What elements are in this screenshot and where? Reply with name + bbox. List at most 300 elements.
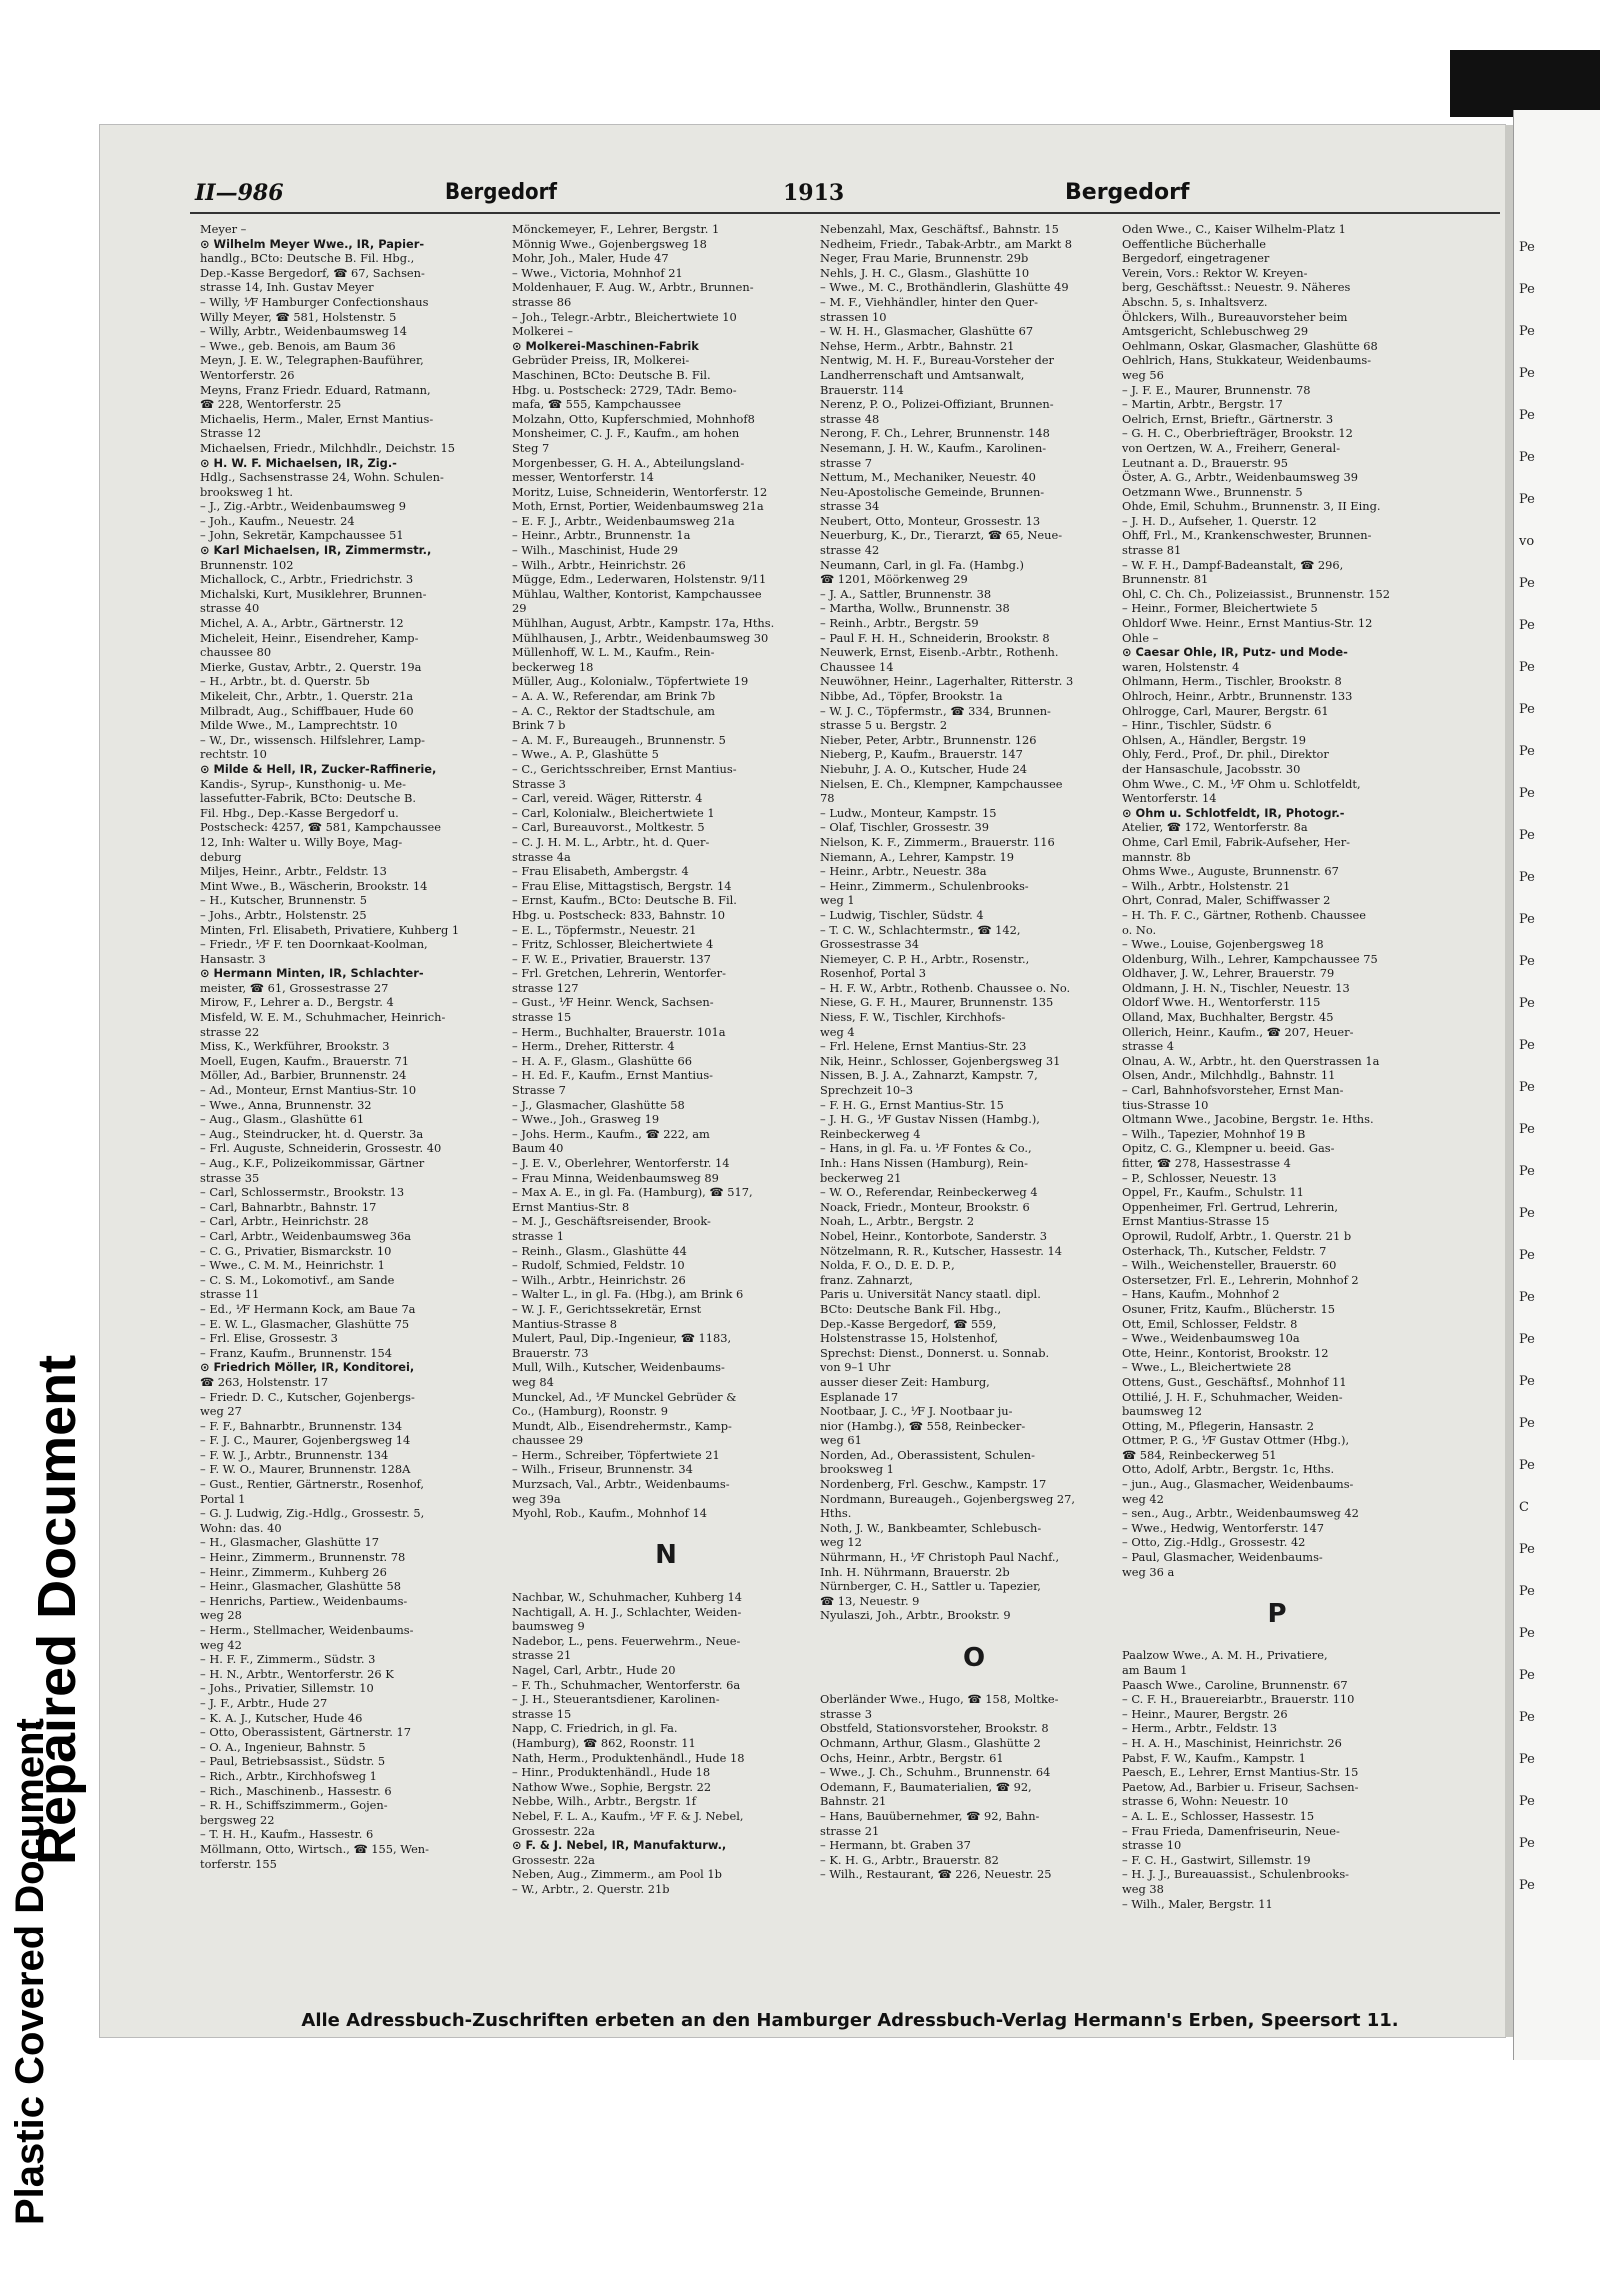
directory-line: weg 61	[820, 1433, 862, 1448]
directory-line: chaussee 80	[200, 645, 272, 660]
directory-line: Neuwöhner, Heinr., Lagerhalter, Ritterstr. 3	[820, 674, 1074, 689]
directory-line: strasse 34	[820, 499, 880, 514]
directory-line: Nehse, Herm., Arbtr., Bahnstr. 21	[820, 338, 1015, 353]
directory-line: – Wwe., Hedwig, Wentorferstr. 147	[1122, 1520, 1325, 1535]
directory-line: – Carl, Bahnhofsvorsteher, Ernst Man-	[1122, 1083, 1344, 1098]
directory-line: Mint Wwe., B., Wäscherin, Brookstr. 14	[200, 878, 428, 893]
directory-line: – Herm., Dreher, Ritterstr. 4	[512, 1039, 675, 1054]
fragment-line: Pe	[1519, 828, 1535, 843]
directory-line: – Herm., Schreiber, Töpfertwiete 21	[512, 1447, 720, 1462]
page-header	[195, 180, 1520, 220]
header-rule	[190, 212, 1500, 214]
directory-line: 12, Inh: Walter u. Willy Boye, Mag-	[200, 834, 403, 849]
directory-line: Rosenhof, Portal 3	[820, 966, 926, 981]
directory-line: – Wilh., Restaurant, ☎ 226, Neuestr. 25	[820, 1867, 1052, 1882]
side-labels	[0, 640, 90, 2280]
directory-line: – John, Sekretär, Kampchaussee 51	[200, 528, 404, 543]
directory-line: – Friedr. D. C., Kutscher, Gojenbergs-	[200, 1389, 415, 1404]
directory-line: – Fritz, Schlosser, Bleichertwiete 4	[512, 937, 714, 952]
directory-line: Noth, J. W., Bankbeamter, Schlebusch-	[820, 1520, 1042, 1535]
fragment-line: Pe	[1519, 1710, 1535, 1725]
directory-line: – Aug., Steindrucker, ht. d. Querstr. 3a	[200, 1126, 424, 1141]
fragment-line: Pe	[1519, 1374, 1535, 1389]
directory-line: – H. Ed. F., Kaufm., Ernst Mantius-	[512, 1068, 714, 1083]
fragment-line: Pe	[1519, 1626, 1535, 1641]
directory-line: – Wilh., Maschinist, Hude 29	[512, 543, 679, 558]
directory-line: Mohr, Joh., Maler, Hude 47	[512, 251, 669, 266]
directory-line: Willy Meyer, ☎ 581, Holstenstr. 5	[200, 309, 397, 324]
directory-line: Nyulaszi, Joh., Arbtr., Brookstr. 9	[820, 1608, 1011, 1623]
directory-line: beckerweg 21	[820, 1170, 902, 1185]
directory-line: – Reinh., Glasm., Glashütte 44	[512, 1243, 687, 1258]
directory-line: Mierke, Gustav, Arbtr., 2. Querstr. 19a	[200, 659, 422, 674]
directory-line: Fil. Hbg., Dep.-Kasse Bergedorf u.	[200, 805, 399, 820]
directory-line: – Reinh., Arbtr., Bergstr. 59	[820, 616, 979, 631]
directory-column-2	[512, 222, 820, 1897]
fragment-line: Pe	[1519, 282, 1535, 297]
directory-line: von 9–1 Uhr	[820, 1360, 891, 1375]
directory-line: – A. L. E., Schlosser, Hassestr. 15	[1122, 1808, 1315, 1823]
directory-line: Oldenburg, Wilh., Lehrer, Kampchaussee 75	[1122, 951, 1378, 966]
directory-line: – Herm., Buchhalter, Brauerstr. 101a	[512, 1024, 726, 1039]
directory-line: – Otto, Oberassistent, Gärtnerstr. 17	[200, 1725, 411, 1740]
directory-line: Oeffentliche Bücherhalle	[1122, 236, 1266, 251]
directory-line: Odemann, F., Baumaterialien, ☎ 92,	[820, 1779, 1032, 1794]
directory-line: Mantius-Strasse 8	[512, 1316, 617, 1331]
directory-line: Molkerei –	[512, 324, 573, 339]
directory-line: – G. H. C., Oberbriefträger, Brookstr. 12	[1122, 426, 1353, 441]
directory-line: Nebel, F. L. A., Kaufm., ⅟F F. & J. Nebel,	[512, 1808, 744, 1823]
directory-line: Neuerburg, K., Dr., Tierarzt, ☎ 65, Neue-	[820, 528, 1063, 543]
directory-line: Inh.: Hans Nissen (Hamburg), Rein-	[820, 1156, 1028, 1170]
directory-line: – Heinr., Former, Bleichertwiete 5	[1122, 601, 1318, 616]
directory-line: Grossestr. 22a	[512, 1823, 595, 1838]
header-place-right: Bergedorf	[1065, 180, 1190, 205]
directory-line: – H., Arbtr., bt. d. Querstr. 5b	[200, 674, 370, 689]
directory-line: Mirow, F., Lehrer a. D., Bergstr. 4	[200, 995, 394, 1010]
directory-line: – Carl, Schlossermstr., Brookstr. 13	[200, 1185, 405, 1200]
fragment-line: Pe	[1519, 954, 1535, 969]
directory-line: – W. J. C., Töpfermstr., ☎ 334, Brunnen-	[820, 703, 1051, 718]
fragment-line: Pe	[1519, 366, 1535, 381]
directory-line: – M. J., Geschäftsreisender, Brook-	[512, 1214, 711, 1229]
directory-line: – J. E. V., Oberlehrer, Wentorferstr. 14	[512, 1156, 730, 1170]
directory-line: Nordenberg, Frl. Geschw., Kampstr. 17	[820, 1477, 1047, 1492]
fragment-line: Pe	[1519, 1332, 1535, 1347]
directory-line: – Aug., K.F., Polizeikommissar, Gärtner	[200, 1156, 425, 1170]
directory-line: – Heinr., Zimmerm., Brunnenstr. 78	[200, 1550, 406, 1565]
directory-line: Niemeyer, C. P. H., Arbtr., Rosenstr.,	[820, 951, 1030, 966]
directory-line: Nerenz, P. O., Polizei-Offiziant, Brunnen-	[820, 397, 1054, 412]
directory-line: Ohldorf Wwe. Heinr., Ernst Mantius-Str. 12	[1122, 616, 1373, 631]
directory-line: Ohly, Ferd., Prof., Dr. phil., Direktor	[1122, 747, 1329, 762]
directory-line: Esplanade 17	[820, 1389, 899, 1404]
directory-line: ⊙ Wilhelm Meyer Wwe., IR, Papier-	[200, 236, 425, 251]
directory-line: Möller, Ad., Barbier, Brunnenstr. 24	[200, 1068, 407, 1083]
directory-line: Neben, Aug., Zimmerm., am Pool 1b	[512, 1867, 722, 1882]
directory-line: Monsheimer, C. J. F., Kaufm., am hohen	[512, 426, 740, 441]
directory-line: – Carl, vereid. Wäger, Ritterstr. 4	[512, 791, 703, 806]
directory-line: – Wilh., Tapezier, Mohnhof 19 B	[1122, 1126, 1306, 1141]
directory-line: – Hermann, bt. Graben 37	[820, 1838, 971, 1853]
directory-line: Otto, Adolf, Arbtr., Bergstr. 1c, Hths.	[1122, 1462, 1335, 1477]
directory-line: Michalski, Kurt, Musiklehrer, Brunnen-	[200, 586, 427, 601]
directory-line: – K. H. G., Arbtr., Brauerstr. 82	[820, 1852, 999, 1867]
directory-line: Noack, Friedr., Monteur, Brookstr. 6	[820, 1199, 1030, 1214]
fragment-line: Pe	[1519, 324, 1535, 339]
directory-line: – E. W. L., Glasmacher, Glashütte 75	[200, 1316, 410, 1331]
page-number: II—986	[195, 180, 284, 206]
directory-line: Mügge, Edm., Lederwaren, Holstenstr. 9/11	[512, 572, 767, 587]
directory-line: – P., Schlosser, Neuestr. 13	[1122, 1170, 1277, 1185]
directory-line: Atelier, ☎ 172, Wentorferstr. 8a	[1122, 820, 1308, 835]
directory-line: Minten, Frl. Elisabeth, Privatiere, Kuhberg 1	[200, 922, 460, 937]
fragment-line: Pe	[1519, 912, 1535, 927]
directory-line: Mundt, Alb., Eisendrehermstr., Kamp-	[512, 1418, 732, 1433]
directory-line: berg, Geschäftsst.: Neuestr. 9. Näheres	[1122, 280, 1351, 295]
directory-line: Grossestr. 22a	[512, 1852, 595, 1867]
directory-line: – Heinr., Arbtr., Brunnenstr. 1a	[512, 528, 691, 543]
directory-line: – Wwe., Louise, Gojenbergsweg 18	[1122, 937, 1324, 952]
directory-line: ⊙ F. & J. Nebel, IR, Manufakturw.,	[512, 1838, 727, 1853]
directory-line: – F. F., Bahnarbtr., Brunnenstr. 134	[200, 1418, 403, 1433]
directory-line: Paetow, Ad., Barbier u. Friseur, Sachsen-	[1122, 1779, 1359, 1794]
directory-line: bergsweg 22	[200, 1812, 275, 1827]
directory-line: Gebrüder Preiss, IR, Molkerei-	[512, 353, 690, 368]
directory-line: strasse 7	[820, 455, 872, 470]
directory-line: weg 84	[512, 1374, 554, 1389]
directory-line: Nerong, F. Ch., Lehrer, Brunnenstr. 148	[820, 426, 1050, 441]
directory-line: Hansastr. 3	[200, 951, 266, 966]
directory-line: – Wilh., Weichensteller, Brauerstr. 60	[1122, 1258, 1337, 1273]
directory-line: Niese, G. F. H., Maurer, Brunnenstr. 135	[820, 995, 1054, 1010]
directory-line: – J. H. D., Aufseher, 1. Querstr. 12	[1122, 513, 1317, 528]
directory-line: – Wwe., Anna, Brunnenstr. 32	[200, 1097, 372, 1112]
directory-line: – Frau Frieda, Damenfriseurin, Neue-	[1122, 1823, 1340, 1838]
directory-line: strasse 21	[512, 1648, 572, 1663]
directory-line	[512, 1575, 820, 1590]
directory-line: Nathow Wwe., Sophie, Bergstr. 22	[512, 1779, 712, 1794]
directory-line: – Joh., Kaufm., Neuestr. 24	[200, 513, 355, 528]
directory-line: Pabst, F. W., Kaufm., Kampstr. 1	[1122, 1750, 1306, 1765]
directory-line: Kandis-, Syrup-, Kunsthonig- u. Me-	[200, 776, 407, 791]
directory-line: Oelrich, Ernst, Brieftr., Gärtnerstr. 3	[1122, 411, 1334, 426]
directory-line: Ernst Mantius-Str. 8	[512, 1199, 630, 1214]
directory-line: – H. F. F., Zimmerm., Südstr. 3	[200, 1652, 376, 1667]
directory-line: Nibbe, Ad., Töpfer, Brookstr. 1a	[820, 689, 1003, 703]
fragment-line: Pe	[1519, 1668, 1535, 1683]
directory-line: Olsen, Andr., Milchhdlg., Bahnstr. 11	[1122, 1068, 1336, 1083]
directory-line: rechtstr. 10	[200, 747, 267, 762]
directory-line: Neumann, Carl, in gl. Fa. (Hambg.)	[820, 557, 1024, 572]
directory-line: Michallock, C., Arbtr., Friedrichstr. 3	[200, 572, 414, 587]
directory-column-4	[1122, 222, 1432, 1911]
directory-line: Ohlmann, Herm., Tischler, Brookstr. 8	[1122, 674, 1342, 689]
directory-line: Nielsen, E. Ch., Klempner, Kampchaussee	[820, 776, 1063, 791]
directory-line: Paalzow Wwe., A. M. H., Privatiere,	[1122, 1648, 1328, 1663]
directory-line: Nagel, Carl, Arbtr., Hude 20	[512, 1663, 676, 1677]
directory-line: Nebbe, Wilh., Arbtr., Bergstr. 1f	[512, 1794, 697, 1809]
directory-line: – Henrichs, Partiew., Weidenbaums-	[200, 1593, 408, 1608]
directory-line: – Heinr., Zimmerm., Schulenbrooks-	[820, 878, 1029, 893]
directory-line: – T. C. W., Schlachtermstr., ☎ 142,	[820, 922, 1021, 937]
directory-line: – Rich., Arbtr., Kirchhofsweg 1	[200, 1768, 377, 1783]
directory-line: – H. N., Arbtr., Wentorferstr. 26 K	[200, 1666, 394, 1681]
directory-line: – Carl, Arbtr., Heinrichstr. 28	[200, 1214, 369, 1229]
directory-line: – Wilh., Arbtr., Heinrichstr. 26	[512, 557, 686, 572]
fragment-line: Pe	[1519, 408, 1535, 423]
fragment-line: Pe	[1519, 1248, 1535, 1263]
directory-line: o. No.	[1122, 922, 1157, 937]
directory-line: am Baum 1	[1122, 1663, 1188, 1677]
directory-line: Moritz, Luise, Schneiderin, Wentorferstr. 12	[512, 484, 768, 499]
directory-line: torferstr. 155	[200, 1856, 277, 1871]
directory-line: Ohrt, Conrad, Maler, Schiffwasser 2	[1122, 893, 1331, 908]
directory-line: Napp, C. Friedrich, in gl. Fa.	[512, 1721, 678, 1736]
directory-line: Ohme, Carl Emil, Fabrik-Aufseher, Her-	[1122, 834, 1351, 849]
directory-line: Mühlhausen, J., Arbtr., Weidenbaumsweg 30	[512, 630, 769, 645]
directory-line: Mönckemeyer, F., Lehrer, Bergstr. 1	[512, 222, 720, 236]
directory-line: 78	[820, 791, 835, 806]
directory-line: franz. Zahnarzt,	[820, 1272, 913, 1287]
directory-line: Milde Wwe., M., Lamprechtstr. 10	[200, 718, 398, 733]
directory-line: Molzahn, Otto, Kupferschmied, Mohnhof8	[512, 411, 755, 426]
directory-line: Ohm Wwe., C. M., ⅟F Ohm u. Schlotfeldt,	[1122, 776, 1361, 791]
directory-line: – J. F., Arbtr., Hude 27	[200, 1695, 328, 1710]
directory-line: weg 42	[200, 1637, 242, 1652]
directory-line: – H. A. F., Glasm., Glashütte 66	[512, 1053, 693, 1068]
directory-line: Chaussee 14	[820, 659, 894, 674]
directory-line: – Johs. Herm., Kaufm., ☎ 222, am	[512, 1126, 710, 1141]
directory-line: – Walter L., in gl. Fa. (Hbg.), am Brink 6	[512, 1287, 744, 1302]
directory-line: Noah, L., Arbtr., Bergstr. 2	[820, 1214, 975, 1229]
fragment-line: Pe	[1519, 1542, 1535, 1557]
directory-line: strasse 3	[820, 1706, 872, 1721]
directory-line: Nettum, M., Mechaniker, Neuestr. 40	[820, 470, 1036, 485]
directory-line: nior (Hambg.), ☎ 558, Reinbecker-	[820, 1418, 1026, 1433]
directory-line	[1122, 1579, 1432, 1594]
directory-line: – M. F., Viehhändler, hinter den Quer-	[820, 294, 1038, 309]
directory-line: – Willy, ⅟F Hamburger Confectionshaus	[200, 294, 429, 309]
fragment-line: Pe	[1519, 1584, 1535, 1599]
directory-line: – W. F. H., Dampf-Badeanstalt, ☎ 296,	[1122, 557, 1344, 572]
directory-line: Brauerstr. 114	[820, 382, 904, 397]
directory-line: Ohl, C. Ch. Ch., Polizeiassist., Brunnenstr. 152	[1122, 586, 1390, 601]
directory-line: von Oertzen, W. A., Freiherr, General-	[1122, 440, 1341, 455]
directory-line: Moldenhauer, F. Aug. W., Arbtr., Brunnen-	[512, 280, 754, 295]
directory-line	[512, 1521, 820, 1536]
directory-line	[1122, 1634, 1432, 1649]
directory-line: Brink 7 b	[512, 718, 566, 733]
directory-line: strasse 22	[200, 1024, 260, 1039]
directory-line: – W. O., Referendar, Reinbeckerweg 4	[820, 1185, 1038, 1200]
directory-line: strasse 42	[820, 543, 880, 558]
directory-line: – E. L., Töpfermstr., Neuestr. 21	[512, 922, 697, 937]
directory-line: – F. W. E., Privatier, Brauerstr. 137	[512, 951, 711, 966]
directory-line: – K. A. J., Kutscher, Hude 46	[200, 1710, 363, 1725]
directory-line: Niemann, A., Lehrer, Kampstr. 19	[820, 849, 1014, 864]
directory-line: Nebenzahl, Max, Geschäftsf., Bahnstr. 15	[820, 222, 1059, 236]
directory-line: Mühlhan, August, Arbtr., Kampstr. 17a, Hths.	[512, 616, 775, 631]
directory-line: Oldorf Wwe. H., Wentorferstr. 115	[1122, 995, 1321, 1010]
directory-line: – Heinr., Glasmacher, Glashütte 58	[200, 1579, 401, 1594]
fragment-line: Pe	[1519, 870, 1535, 885]
directory-line: – Otto, Zig.-Hdlg., Grossestr. 42	[1122, 1535, 1306, 1550]
directory-line: ⊙ Hermann Minten, IR, Schlachter-	[200, 966, 424, 981]
header-place-left: Bergedorf	[445, 180, 558, 205]
directory-line: Möllmann, Otto, Wirtsch., ☎ 155, Wen-	[200, 1841, 429, 1856]
directory-line: Ohlrogge, Carl, Maurer, Bergstr. 61	[1122, 703, 1329, 718]
directory-line: Ostersetzer, Frl. E., Lehrerin, Mohnhof 2	[1122, 1272, 1359, 1287]
directory-line: Meyns, Franz Friedr. Eduard, Ratmann,	[200, 382, 431, 397]
directory-line: Niebuhr, J. A. O., Kutscher, Hude 24	[820, 761, 1027, 776]
repaired-document-label: Repaired Document	[27, 1354, 87, 1865]
directory-line: strasse 48	[820, 411, 880, 426]
fragment-line: Pe	[1519, 1038, 1535, 1053]
directory-line: – J. H. G., ⅟F Gustav Nissen (Hambg.),	[820, 1112, 1040, 1127]
directory-line: Nentwig, M. H. F., Bureau-Vorsteher der	[820, 353, 1054, 368]
directory-line: weg 38	[1122, 1881, 1164, 1896]
directory-line: strasse 86	[512, 294, 572, 309]
directory-line: der Hansaschule, Jacobsstr. 30	[1122, 761, 1301, 776]
fragment-line: Pe	[1519, 1752, 1535, 1767]
directory-line: fitter, ☎ 278, Hassestrasse 4	[1122, 1156, 1291, 1170]
directory-line: Co., (Hamburg), Roonstr. 9	[512, 1404, 668, 1419]
directory-line: weg 27	[200, 1404, 242, 1419]
directory-line: Postscheck: 4257, ☎ 581, Kampchaussee	[200, 820, 441, 835]
directory-line: Hths.	[820, 1506, 852, 1521]
directory-line: Ott, Emil, Schlosser, Feldstr. 8	[1122, 1316, 1298, 1331]
directory-line: – F. C. H., Gastwirt, Sillemstr. 19	[1122, 1852, 1311, 1867]
fragment-line: Pe	[1519, 1164, 1535, 1179]
directory-line: – G. J. Ludwig, Zig.-Hdlg., Grossestr. 5,	[200, 1506, 425, 1521]
directory-line: 29	[512, 601, 527, 616]
directory-line: – W., Arbtr., 2. Querstr. 21b	[512, 1881, 670, 1896]
directory-line: Ottmer, P. G., ⅟F Gustav Ottmer (Hbg.),	[1122, 1433, 1350, 1448]
fragment-line: Pe	[1519, 786, 1535, 801]
directory-line: strasse 81	[1122, 543, 1182, 558]
directory-line: Moell, Eugen, Kaufm., Brauerstr. 71	[200, 1053, 410, 1068]
directory-line: mannstr. 8b	[1122, 849, 1191, 864]
directory-line: – Heinr., Zimmerm., Kuhberg 26	[200, 1564, 387, 1579]
directory-line: Nordmann, Bureaugeh., Gojenbergsweg 27,	[820, 1491, 1076, 1506]
directory-line: – Wwe., M. C., Brothändlerin, Glashütte 49	[820, 280, 1069, 295]
directory-line: Osuner, Fritz, Kaufm., Blücherstr. 15	[1122, 1301, 1335, 1316]
directory-line: – Wilh., Maler, Bergstr. 11	[1122, 1896, 1273, 1911]
directory-line: strasse 14, Inh. Gustav Meyer	[200, 280, 374, 295]
directory-line: Oppenheimer, Frl. Gertrud, Lehrerin,	[1122, 1199, 1338, 1214]
directory-line: Michaelis, Herm., Maler, Ernst Mantius-	[200, 411, 434, 426]
directory-line: – Frau Elisabeth, Ambergstr. 4	[512, 864, 689, 879]
directory-line: brooksweg 1 ht.	[200, 484, 294, 499]
directory-line: – Johs., Arbtr., Holstenstr. 25	[200, 907, 367, 922]
directory-line: Sprechzeit 10–3	[820, 1083, 914, 1098]
directory-line: Oetzmann Wwe., Brunnenstr. 5	[1122, 484, 1303, 499]
directory-line: Nadebor, L., pens. Feuerwehrm., Neue-	[512, 1633, 741, 1648]
directory-line: Abschn. 5, s. Inhaltsverz.	[1122, 294, 1268, 309]
directory-line: Hdlg., Sachsenstrasse 24, Wohn. Schulen-	[200, 470, 444, 485]
fragment-line: Pe	[1519, 660, 1535, 675]
directory-line: – Hinr., Tischler, Südstr. 6	[1122, 718, 1272, 733]
directory-line: – Franz, Kaufm., Brunnenstr. 154	[200, 1345, 393, 1360]
directory-line: strasse 15	[512, 1010, 572, 1025]
fragment-line: Pe	[1519, 1836, 1535, 1851]
directory-line: – J., Zig.-Arbtr., Weidenbaumsweg 9	[200, 499, 407, 514]
directory-line: – Wilh., Arbtr., Heinrichstr. 26	[512, 1272, 686, 1287]
fragment-line: Pe	[1519, 1416, 1535, 1431]
directory-line: – Wilh., Friseur, Brunnenstr. 34	[512, 1462, 693, 1477]
directory-line: Nedheim, Friedr., Tabak-Arbtr., am Markt 8	[820, 236, 1073, 251]
directory-line: Brunnenstr. 81	[1122, 572, 1209, 587]
directory-line: – Frl. Auguste, Schneiderin, Grossestr. 40	[200, 1141, 442, 1156]
directory-line: Nieber, Peter, Arbtr., Brunnenstr. 126	[820, 732, 1037, 747]
directory-line: strassen 10	[820, 309, 887, 324]
directory-line: Maschinen, BCto: Deutsche B. Fil.	[512, 367, 711, 382]
directory-line: Sprechst: Dienst., Donnerst. u. Sonnab.	[820, 1345, 1050, 1360]
directory-line: ⊙ Ohm u. Schlotfeldt, IR, Photogr.-	[1122, 805, 1345, 820]
directory-line: – Aug., Glasm., Glashütte 61	[200, 1112, 365, 1127]
directory-line: Nootbaar, J. C., ⅟F J. Nootbaar ju-	[820, 1404, 1013, 1419]
directory-line: Ollerich, Heinr., Kaufm., ☎ 207, Heuer-	[1122, 1024, 1354, 1039]
directory-line: Paesch, E., Lehrer, Ernst Mantius-Str. 15	[1122, 1765, 1359, 1780]
directory-line: – Wwe., Victoria, Mohnhof 21	[512, 265, 683, 280]
directory-line: Nobel, Heinr., Kontorbote, Sanderstr. 3	[820, 1228, 1047, 1243]
directory-line: Müller, Aug., Kolonialw., Töpfertwiete 19	[512, 674, 749, 689]
directory-line: – F. H. G., Ernst Mantius-Str. 15	[820, 1097, 1004, 1112]
directory-line: Oldmann, J. H. N., Tischler, Neuestr. 13	[1122, 980, 1350, 995]
directory-line: – H. F. W., Arbtr., Rothenb. Chaussee o. No.	[820, 980, 1071, 995]
directory-line: Miss, K., Werkführer, Brookstr. 3	[200, 1039, 390, 1054]
directory-line: Leutnant a. D., Brauerstr. 95	[1122, 455, 1288, 470]
directory-line: – Carl, Arbtr., Weidenbaumsweg 36a	[200, 1228, 412, 1243]
directory-line: – H. Th. F. C., Gärtner, Rothenb. Chaussee	[1122, 907, 1366, 922]
directory-line: – Hans, Bauübernehmer, ☎ 92, Bahn-	[820, 1808, 1040, 1823]
directory-line: Brauerstr. 73	[512, 1345, 589, 1360]
directory-line: – Rich., Maschinenb., Hassestr. 6	[200, 1783, 392, 1798]
directory-line: Mulert, Paul, Dip.-Ingenieur, ☎ 1183,	[512, 1331, 732, 1346]
directory-line: Dep.-Kasse Bergedorf, ☎ 67, Sachsen-	[200, 265, 425, 280]
directory-line: ⊙ Molkerei-Maschinen-Fabrik	[512, 338, 699, 353]
directory-line: weg 28	[200, 1608, 242, 1623]
directory-line: (Hamburg), ☎ 862, Roonstr. 11	[512, 1735, 696, 1750]
directory-line: Ohde, Emil, Schuhm., Brunnenstr. 3, II Eing.	[1122, 499, 1381, 514]
directory-line: Osterhack, Th., Kutscher, Feldstr. 7	[1122, 1243, 1327, 1258]
directory-line: ⊙ Milde & Hell, IR, Zucker-Raffinerie,	[200, 761, 437, 776]
directory-line: ☎ 1201, Möörkenweg 29	[820, 572, 968, 587]
directory-line: – Wwe., Weidenbaumsweg 10a	[1122, 1331, 1300, 1346]
directory-line: weg 4	[820, 1024, 855, 1039]
directory-line: – Ludwig, Tischler, Südstr. 4	[820, 907, 984, 922]
scanner-black-bar	[1450, 50, 1600, 117]
directory-line: – Wilh., Arbtr., Holstenstr. 21	[1122, 878, 1291, 893]
directory-line: – A. M. F., Bureaugeh., Brunnenstr. 5	[512, 732, 726, 747]
directory-line: Oehlrich, Hans, Stukkateur, Weidenbaums-	[1122, 353, 1372, 368]
directory-line: Otte, Heinr., Kontorist, Brookstr. 12	[1122, 1345, 1329, 1360]
fragment-line: Pe	[1519, 1878, 1535, 1893]
directory-line: – Olaf, Tischler, Grossestr. 39	[820, 820, 989, 835]
directory-line: Strasse 7	[512, 1083, 566, 1098]
directory-line: – Ed., ⅟F Hermann Kock, am Baue 7a	[200, 1301, 416, 1316]
directory-line: handlg., BCto: Deutsche B. Fil. Hbg.,	[200, 251, 415, 266]
directory-line: Miljes, Heinr., Arbtr., Feldstr. 13	[200, 864, 387, 879]
directory-line: Dep.-Kasse Bergedorf, ☎ 559,	[820, 1316, 997, 1331]
directory-line: – Paul F. H. H., Schneiderin, Brookstr. 8	[820, 630, 1050, 645]
directory-line: – F. Th., Schuhmacher, Wentorferstr. 6a	[512, 1677, 741, 1692]
directory-line: Ohff, Frl., M., Krankenschwester, Brunnen-	[1122, 528, 1372, 543]
directory-line: Wohn: das. 40	[200, 1520, 282, 1535]
directory-line: – jun., Aug., Glasmacher, Weidenbaums-	[1122, 1477, 1354, 1492]
directory-line: – Ernst, Kaufm., BCto: Deutsche B. Fil.	[512, 893, 737, 908]
